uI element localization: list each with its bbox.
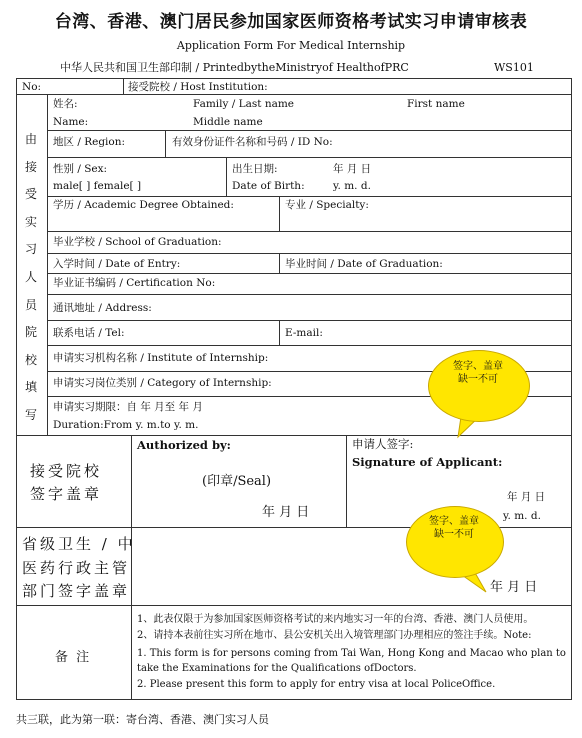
side-label-char: 院 <box>24 325 37 340</box>
col-divider <box>131 435 132 700</box>
footer-note: 共三联，此为第一联：寄台湾、香港、澳门实习人员 <box>16 713 269 726</box>
name-cn-label: 姓名: <box>53 98 78 110</box>
section-divider <box>16 605 572 606</box>
col-divider <box>279 196 280 231</box>
col-divider <box>279 253 280 273</box>
side-label-char: 填 <box>24 380 37 395</box>
prov-sign-date: 年 月 日 <box>490 580 538 595</box>
authorized-by-label: Authorized by: <box>137 438 231 452</box>
callout-text-2: 签字、盖章缺一不可 <box>429 516 479 540</box>
row-divider <box>47 320 572 321</box>
first-name-label: First name <box>407 98 465 110</box>
row-divider <box>47 273 572 274</box>
prov-sign-label-line3: 部门签字盖章 <box>22 582 131 600</box>
seal-label: (印章/Seal) <box>202 474 272 489</box>
dob-cn-ymd: 年 月 日 <box>333 163 372 175</box>
duration-cn-label: 申请实习期限：自 年 月至 年 月 <box>53 401 203 413</box>
form-title: 台湾、香港、澳门居民参加国家医师资格考试实习申请审核表 <box>54 12 528 32</box>
host-institution-label: 接受院校 / Host Institution: <box>128 81 268 93</box>
side-label-char: 由 <box>24 132 37 146</box>
dob-en-label: Date of Birth: <box>232 180 305 192</box>
side-label-filled-by-host <box>20 132 42 422</box>
sex-options: male[ ] female[ ] <box>53 180 142 192</box>
side-label-char: 校 <box>24 352 37 367</box>
section-divider <box>16 435 572 436</box>
graduation-date-label: 毕业时间 / Date of Graduation: <box>285 258 443 270</box>
note-line-5: 2. Please present this form to apply for entry visa at local PoliceOffice. <box>137 679 496 690</box>
note-line-1: 1、此表仅限于为参加国家医师资格考试的来内地实习一年的台湾、香港、澳门人员使用。 <box>137 614 534 625</box>
category-label: 申请实习岗位类别 / Category of Internship: <box>53 377 272 389</box>
degree-label: 学历 / Academic Degree Obtained: <box>53 199 234 211</box>
duration-en-label: Duration:From y. m.to y. m. <box>53 419 199 431</box>
email-label: E-mail: <box>285 327 323 339</box>
row-divider <box>47 294 572 295</box>
note-line-4: take the Examinations for the Qualifications ofDoctors. <box>137 663 417 674</box>
notes-label: 备 注 <box>55 650 92 665</box>
side-label-char: 接 <box>24 159 37 174</box>
side-label-char: 员 <box>24 297 37 312</box>
callout-text-1: 签字、盖章缺一不可 <box>453 361 503 385</box>
col-divider <box>226 157 227 196</box>
applicant-date-cn: 年 月 日 <box>507 491 546 503</box>
note-line-3: 1. This form is for persons coming from Tai Wan, Hong Kong and Macao who plan to <box>137 648 566 659</box>
row-divider <box>16 94 572 95</box>
side-label-char: 受 <box>24 187 37 202</box>
side-label-char: 写 <box>24 407 37 422</box>
col-divider <box>165 130 166 157</box>
prov-sign-label-line1: 省级卫生 / 中 <box>22 535 136 553</box>
side-label-char: 实 <box>24 214 37 229</box>
host-sign-label-line1: 接受院校 <box>30 462 103 480</box>
entry-date-label: 入学时间 / Date of Entry: <box>53 258 181 270</box>
family-name-label: Family / Last name <box>193 98 295 110</box>
note-line-2: 2、请持本表前往实习所在地市、县公安机关出入境管理部门办理相应的签注手续。Note: <box>137 630 532 641</box>
row-divider <box>47 196 572 197</box>
applicant-date-en: y. m. d. <box>503 510 541 522</box>
side-label-char: 习 <box>24 242 37 257</box>
row-divider <box>47 345 572 346</box>
dob-cn-label: 出生日期: <box>232 163 278 175</box>
school-label: 毕业学校 / School of Graduation: <box>53 236 222 248</box>
host-sign-label-line2: 签字盖章 <box>30 485 103 503</box>
middle-name-label: Middle name <box>193 116 263 128</box>
host-sign-date: 年 月 日 <box>262 505 310 520</box>
form-code: WS101 <box>494 61 534 74</box>
applicant-sign-en-label: Signature of Applicant: <box>352 455 503 469</box>
certification-label: 毕业证书编码 / Certification No: <box>53 277 216 289</box>
institute-label: 申请实习机构名称 / Institute of Internship: <box>53 352 269 364</box>
col-divider <box>279 320 280 345</box>
applicant-sign-cn-label: 申请人签字: <box>352 437 414 451</box>
col-divider <box>346 435 347 527</box>
col-divider <box>47 94 48 435</box>
no-label: No: <box>22 81 42 93</box>
side-label-char: 人 <box>24 269 37 284</box>
prov-sign-label-line2: 医药行政主管 <box>22 559 131 577</box>
address-label: 通讯地址 / Address: <box>53 302 152 314</box>
col-divider <box>123 78 124 94</box>
printed-by: 中华人民共和国卫生部印制 / PrintedbytheMinistryof HealthofPRC <box>60 61 409 74</box>
specialty-label: 专业 / Specialty: <box>285 199 369 211</box>
row-divider <box>47 231 572 232</box>
name-en-label: Name: <box>53 116 89 128</box>
tel-label: 联系电话 / Tel: <box>53 327 125 339</box>
row-divider <box>47 157 572 158</box>
row-divider <box>47 130 572 131</box>
id-no-label: 有效身份证件名称和号码 / ID No: <box>172 136 333 148</box>
row-divider <box>47 253 572 254</box>
region-label: 地区 / Region: <box>53 136 126 148</box>
sex-label: 性别 / Sex: <box>53 163 108 175</box>
form-subtitle: Application Form For Medical Internship <box>176 39 406 52</box>
dob-en-ymd: y. m. d. <box>333 180 371 192</box>
